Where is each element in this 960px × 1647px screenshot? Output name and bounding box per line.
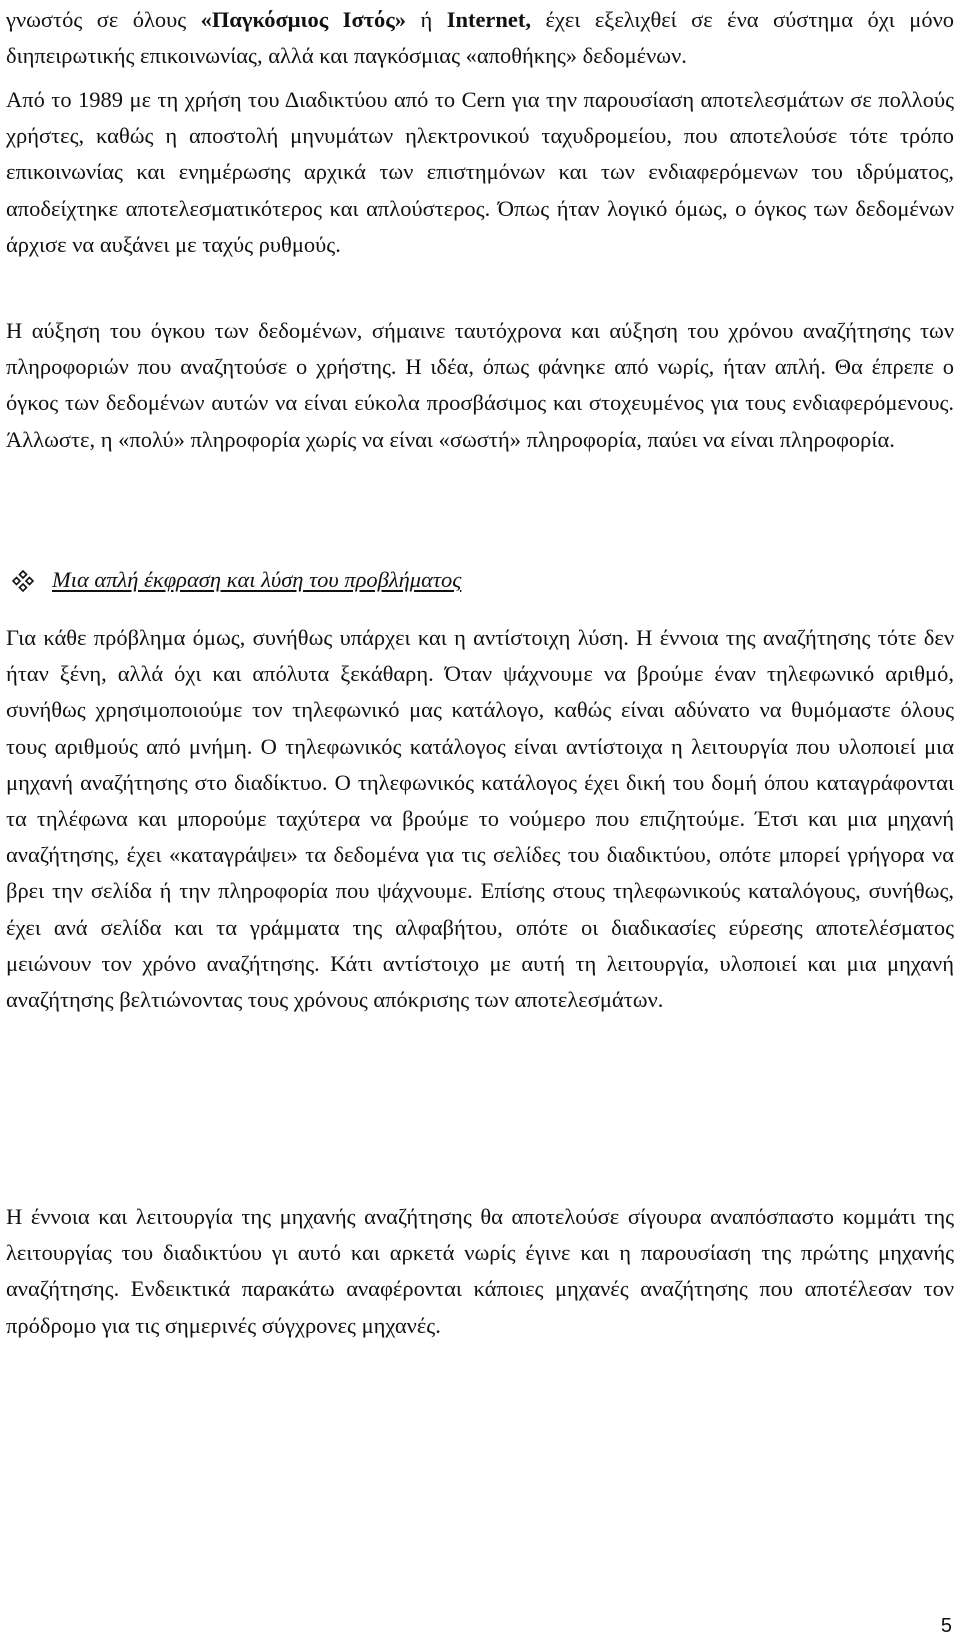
paragraph-history: Από το 1989 με τη χρήση του Διαδικτύου από το Cern για την παρουσίαση αποτελεσμάτων σε πολλούς χρήστες, καθώς η αποστολή μηνυμάτων ηλεκτρονικού ταχυδρομείου, που αποτελούσε τότε τρόπο επικοινωνίας και ενημέρωσης αρχικά των επιστημόνων και των ενδιαφερόμενων του ιδρύματος, αποδείχτηκε αποτελεσματικότερος και απλούστερος. Όπως ήταν λογικό όμως, ο όγκος των δεδομένων άρχισε να αυξάνει με ταχύς ρυθμούς. <box>6 87 954 257</box>
paragraph-phonebook-analogy: Για κάθε πρόβλημα όμως, συνήθως υπάρχει και η αντίστοιχη λύση. Η έννοια της αναζήτησης τότε δεν ήταν ξένη, αλλά όχι και απόλυτα ξεκάθαρη. Όταν ψάχνουμε να βρούμε έναν τηλεφωνικό αριθμό, συνήθως χρησιμοποιούμε τον τηλεφωνικό μας κατάλογο, καθώς είναι αδύνατο να θυμόμαστε όλους τους αριθμούς από μνήμη. Ο τηλεφωνικός κατάλογος είναι αντίστοιχα η λειτουργία που υλοποιεί μια μηχανή αναζήτησης στο διαδίκτυο. Ο τηλεφωνικός κατάλογος έχει δική του δομή όπου καταγράφονται τα τηλέφωνα και μπορούμε ταχύτερα να βρούμε το νούμερο που επιζητούμε. Έτσι και μια μηχανή αναζήτησης, έχει «καταγράψει» τα δεδομένα για τις σελίδες του διαδικτύου, οπότε μπορεί γρήγορα να βρει την σελίδα ή την πληροφορία που ψάχνουμε. Επίσης στους τηλεφωνικούς καταλόγους, συνήθως, έχει ανά σελίδα και τα γράμματα της αλφαβήτου, οπότε οι διαδικασίες εύρεσης αποτελέσματος μειώνουν τον χρόνο αναζήτησης. Κάτι αντίστοιχο με αυτή τη λειτουργία, υλοποιεί και μια μηχανή αναζήτησης βελτιώνοντας τους χρόνους απόκρισης των αποτελεσμάτων. <box>6 625 954 1013</box>
paragraph-intro-start: γνωστός σε όλους <box>6 7 201 32</box>
four-diamond-bullet-icon <box>12 570 34 592</box>
page-number: 5 <box>940 1615 952 1637</box>
paragraph-intro <box>6 2 954 74</box>
paragraph-intro-mid: ή <box>406 7 447 32</box>
section-heading: Μια απλή έκφραση και λύση του προβλήματος <box>52 567 462 592</box>
paragraph-search-engines-intro: Η έννοια και λειτουργία της μηχανής αναζήτησης θα αποτελούσε σίγουρα αναπόσπαστο κομμάτι της λειτουργίας του διαδικτύου γι αυτό και αρκετά νωρίς έγινε και η παρουσίαση της πρώτης μηχανής αναζήτησης. Ενδεικτικά παρακάτω αναφέρονται κάποιες μηχανές αναζήτησης που αποτέλεσαν τον πρόδρομο για τις σημερινές σύγχρονες μηχανές. <box>6 1204 954 1338</box>
paragraph-intro-end: έχει εξελιχθεί σε ένα σύστημα όχι μόνο διηπειρωτικής επικοινωνίας, αλλά και παγκόσμιας «αποθήκης» δεδομένων. <box>6 7 954 69</box>
bold-term-internet: Internet, <box>446 7 532 32</box>
paragraph-data-growth: Η αύξηση του όγκου των δεδομένων, σήμαινε ταυτόχρονα και αύξηση του χρόνου αναζήτησης των πληροφοριών που αναζητούσε ο χρήστης. Η ιδέα, όπως φάνηκε από νωρίς, ήταν απλή. Θα έπρεπε ο όγκος των δεδομένων αυτών να είναι εύκολα προσβάσιμος και στοχευμένος για τους ενδιαφερόμενους. Άλλωστε, η «πολύ» πληροφορία χωρίς να είναι «σωστή» πληροφορία, παύει να είναι πληροφορία. <box>6 318 954 452</box>
bold-term-world-wide-web: «Παγκόσμιος Ιστός» <box>200 7 407 32</box>
